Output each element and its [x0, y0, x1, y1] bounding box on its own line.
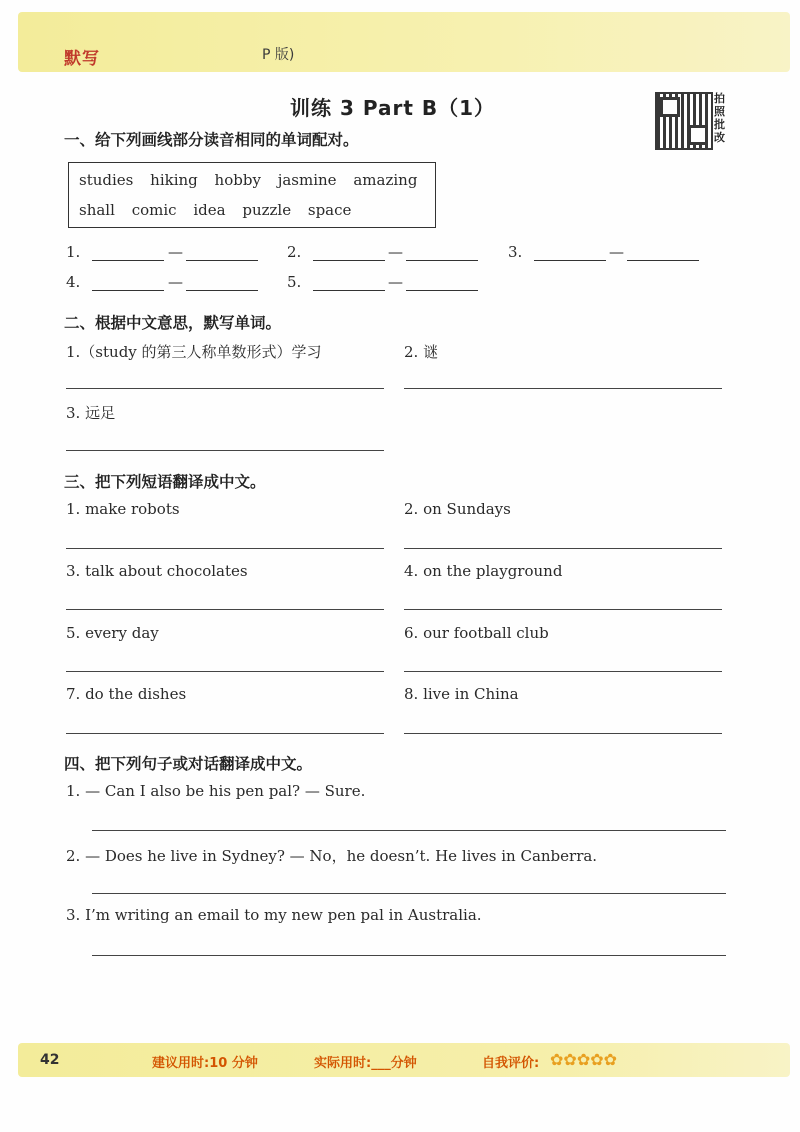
answer-line[interactable] [92, 830, 726, 831]
pair-blank[interactable] [406, 290, 478, 291]
header-series-label: 默写 [64, 49, 100, 69]
qr-caption-char: 拍 [714, 92, 725, 105]
sec3-question-5: 5. every day [66, 624, 159, 642]
sec3-question-6: 6. our football club [404, 624, 549, 642]
word-row-2 [79, 201, 363, 219]
qr-code-icon[interactable] [655, 92, 713, 150]
answer-line[interactable] [66, 388, 384, 389]
sec3-question-8: 8. live in China [404, 685, 519, 703]
sec3-question-1: 1. make robots [66, 500, 180, 518]
pair-number: 5. [287, 273, 302, 291]
sec3-question-2: 2. on Sundays [404, 500, 511, 518]
pair-number: 2. [287, 243, 302, 261]
word: puzzle [242, 201, 292, 219]
self-evaluation-label: 自我评价: [482, 1056, 540, 1071]
qr-caption-char: 照 [714, 105, 725, 118]
page-number: 42 [40, 1052, 60, 1068]
answer-line[interactable] [92, 893, 726, 894]
pair-blank[interactable] [92, 290, 164, 291]
header-band [18, 12, 790, 72]
pair-blank[interactable] [534, 260, 606, 261]
word: shall [79, 201, 115, 219]
sec2-question-2: 2. 谜 [404, 343, 439, 361]
word: hiking [150, 171, 198, 189]
sec4-question-3: 3. I’m writing an email to my new pen pal in Australia. [66, 906, 482, 924]
answer-line[interactable] [404, 671, 722, 672]
pair-blank[interactable] [313, 290, 385, 291]
pair-number: 3. [508, 243, 523, 261]
actual-time: 实际用时:___分钟 [314, 1056, 417, 1071]
word: comic [131, 201, 177, 219]
page-title: 训练 3 Part B（1） [290, 96, 496, 120]
pair-dash: — [388, 273, 403, 291]
answer-line[interactable] [66, 609, 384, 610]
pair-number: 4. [66, 273, 81, 291]
section-3-title: 三、把下列短语翻译成中文。 [64, 473, 266, 491]
answer-line[interactable] [404, 733, 722, 734]
pair-blank[interactable] [186, 290, 258, 291]
pair-dash: — [609, 243, 624, 261]
sec3-question-4: 4. on the playground [404, 562, 563, 580]
pair-dash: — [168, 273, 183, 291]
answer-line[interactable] [404, 388, 722, 389]
word-row-1 [79, 171, 429, 189]
pair-blank[interactable] [313, 260, 385, 261]
answer-line[interactable] [404, 548, 722, 549]
pair-dash: — [168, 243, 183, 261]
section-1-title: 一、给下列画线部分读音相同的单词配对。 [64, 131, 359, 149]
sec2-question-3: 3. 远足 [66, 404, 116, 422]
pair-blank[interactable] [186, 260, 258, 261]
sec3-question-7: 7. do the dishes [66, 685, 187, 703]
sec2-question-1: 1.（study 的第三人称单数形式）学习 [66, 343, 322, 361]
sec4-question-2: 2. — Does he live in Sydney? — No，he doesn’t. He lives in Canberra. [66, 847, 598, 865]
pair-dash: — [388, 243, 403, 261]
pair-number: 1. [66, 243, 81, 261]
word-box [68, 162, 436, 228]
qr-caption-char: 改 [714, 131, 725, 144]
qr-caption [714, 92, 730, 144]
word: jasmine [277, 171, 337, 189]
word: studies [79, 171, 134, 189]
section-4-title: 四、把下列句子或对话翻译成中文。 [64, 755, 313, 773]
rating-stars-icon[interactable]: ✿✿✿✿✿ [550, 1050, 618, 1069]
sec4-question-1: 1. — Can I also be his pen pal? — Sure. [66, 782, 366, 800]
word: space [307, 201, 352, 219]
suggested-time: 建议用时:10 分钟 [152, 1056, 258, 1071]
word: amazing [353, 171, 418, 189]
qr-caption-char: 批 [714, 118, 725, 131]
pair-blank[interactable] [92, 260, 164, 261]
sec3-question-3: 3. talk about chocolates [66, 562, 248, 580]
answer-line[interactable] [66, 450, 384, 451]
word: hobby [214, 171, 261, 189]
word: idea [193, 201, 226, 219]
answer-line[interactable] [404, 609, 722, 610]
section-2-title: 二、根据中文意思，默写单词。 [64, 314, 282, 332]
pair-blank[interactable] [406, 260, 478, 261]
answer-line[interactable] [66, 733, 384, 734]
header-edition-label: P 版) [262, 47, 295, 63]
answer-line[interactable] [66, 671, 384, 672]
answer-line[interactable] [66, 548, 384, 549]
pair-blank[interactable] [627, 260, 699, 261]
answer-line[interactable] [92, 955, 726, 956]
